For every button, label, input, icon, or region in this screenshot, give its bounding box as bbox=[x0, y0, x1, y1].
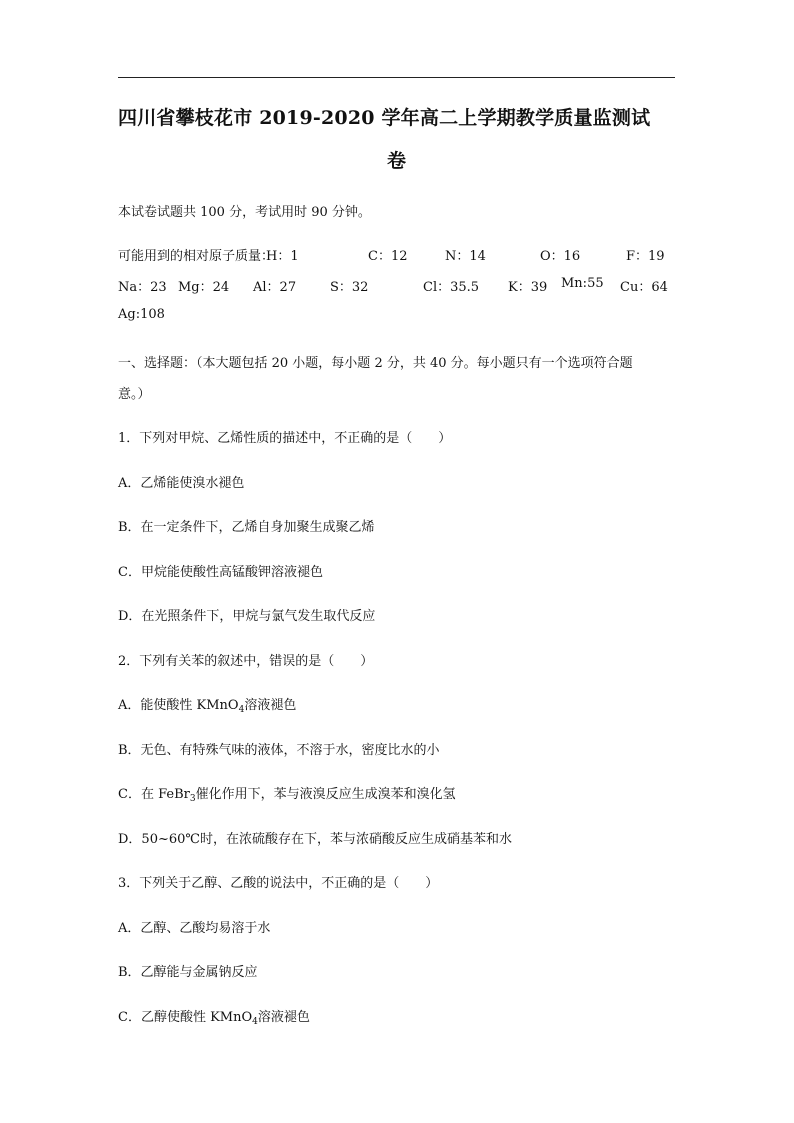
mass-item: Cl：35.5 bbox=[423, 280, 480, 295]
mass-item: Cu：64 bbox=[620, 280, 668, 295]
question-1-option-c: C．甲烷能使酸性高锰酸钾溶液褪色 bbox=[118, 565, 323, 580]
mass-item: Mn:55 bbox=[561, 276, 604, 291]
section-heading-line2: 意。） bbox=[118, 387, 151, 402]
atomic-masses-row-1 bbox=[118, 245, 678, 263]
question-3-stem: 3．下列关于乙醇、乙酸的说法中，不正确的是（ ） bbox=[118, 876, 439, 891]
mass-item: S：32 bbox=[330, 280, 369, 295]
question-2-option-a: A．能使酸性 KMnO$_4$溶液褪色 bbox=[118, 698, 297, 715]
question-3-option-c: C．乙醇使酸性 KMnO$_4$溶液褪色 bbox=[118, 1010, 310, 1027]
question-2-option-b: B．无色、有特殊气味的液体，不溶于水，密度比水的小 bbox=[118, 743, 440, 758]
question-1-stem: 1．下列对甲烷、乙烯性质的描述中，不正确的是（ ） bbox=[118, 431, 452, 446]
question-2-option-d: D．50~60℃时，在浓硫酸存在下，苯与浓硝酸反应生成硝基苯和水 bbox=[118, 832, 512, 847]
mass-item: N：14 bbox=[445, 249, 486, 264]
document-title-line1: 四川省攀枝花市 2019-2020 学年高二上学期教学质量监测试 bbox=[118, 107, 651, 129]
question-3-option-a: A．乙醇、乙酸均易溶于水 bbox=[118, 921, 271, 936]
question-1-option-a: A．乙烯能使溴水褪色 bbox=[118, 476, 245, 491]
header-rule bbox=[118, 77, 675, 78]
mass-item: Na：23 bbox=[118, 280, 167, 295]
question-2-option-c: C．在 FeBr$_3$催化作用下，苯与液溴反应生成溴苯和溴化氢 bbox=[118, 787, 456, 804]
question-1-option-b: B．在一定条件下，乙烯自身加聚生成聚乙烯 bbox=[118, 520, 375, 535]
exam-intro: 本试卷试题共 100 分，考试用时 90 分钟。 bbox=[118, 205, 371, 220]
question-2-stem: 2．下列有关苯的叙述中，错误的是（ ） bbox=[118, 654, 374, 669]
mass-item: Mg：24 bbox=[178, 280, 230, 295]
mass-item: Ag:108 bbox=[118, 307, 165, 322]
mass-item: O：16 bbox=[540, 249, 581, 264]
atomic-masses-label: 可能用到的相对原子质量： bbox=[118, 249, 275, 264]
mass-item: C：12 bbox=[368, 249, 408, 264]
question-1-option-d: D．在光照条件下，甲烷与氯气发生取代反应 bbox=[118, 609, 376, 624]
mass-item: H：1 bbox=[266, 249, 299, 264]
mass-item: F：19 bbox=[626, 249, 665, 264]
mass-item: Al：27 bbox=[253, 280, 297, 295]
section-heading-line1: 一、选择题：（本大题包括 20 小题，每小题 2 分，共 40 分。每小题只有一个选项符合题 bbox=[118, 356, 633, 371]
atomic-masses-row-3 bbox=[118, 307, 318, 325]
document-title-line2: 卷 bbox=[386, 150, 406, 172]
question-3-option-b: B．乙醇能与金属钠反应 bbox=[118, 965, 258, 980]
atomic-masses-row-2 bbox=[118, 276, 678, 294]
mass-item: K：39 bbox=[508, 280, 548, 295]
